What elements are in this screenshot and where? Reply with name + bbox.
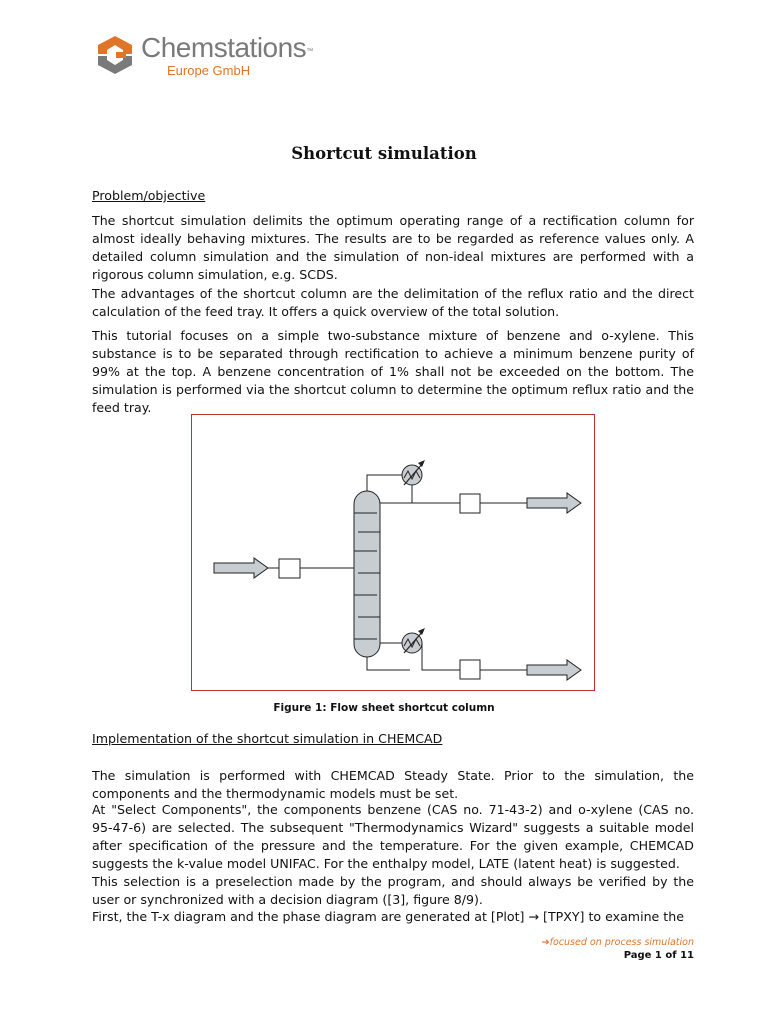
paragraph-components: At "Select Components", the components benzene (CAS no. 71-43-2) and o-xylene (CAS no. 95-47-6) are selected. The subsequent "Thermodynamics Wizard" suggests a suitable model after specification of the pressure and the temperature. For the given example, CHEMCAD suggests the k-value model UNIFAC. For the enthalpy model, LATE (latent heat) is suggested. [92, 802, 694, 872]
flow-sheet-diagram [192, 415, 594, 690]
figure-caption: Figure 1: Flow sheet shortcut column [273, 702, 495, 714]
paragraph-preselection: This selection is a preselection made by the program, and should always be verified by the user or synchronized with a decision diagram ([3], figure 8/9). [92, 874, 694, 908]
page-title: Shortcut simulation [291, 144, 477, 163]
logo-subtitle: Europe GmbH [167, 63, 251, 78]
paragraph-simulation: The simulation is performed with CHEMCAD Steady State. Prior to the simulation, the components and the thermodynamic models must be set. [92, 768, 694, 802]
chemstations-logo-mark-icon [96, 35, 134, 75]
logo-name: Chemstations [141, 32, 307, 63]
chemstations-logo [96, 33, 336, 83]
condenser-icon [402, 460, 425, 485]
bottoms-stream-box [460, 660, 480, 679]
shortcut-column [354, 491, 380, 657]
feed-stream-arrow [214, 558, 268, 578]
section-heading-implementation: Implementation of the shortcut simulation in CHEMCAD [92, 731, 443, 746]
section-heading-problem: Problem/objective [92, 188, 206, 203]
feed-stream-box [279, 559, 300, 578]
distillate-product-arrow [527, 493, 581, 513]
logo-trademark: ™ [306, 48, 313, 55]
paragraph-plot: First, the T-x diagram and the phase diagram are generated at [Plot] → [TPXY] to examine the [92, 909, 684, 924]
footer-tagline: ➔focused on process simulation [541, 937, 694, 948]
page-number: Page 1 of 11 [623, 950, 694, 961]
paragraph-intro: The shortcut simulation delimits the optimum operating range of a rectification column for almost ideally behaving mixtures. The results are to be regarded as reference values only. A detailed column simulation and the simulation of non-ideal mixtures are performed with a rigorous column simulation, e.g. SCDS. [92, 213, 694, 283]
paragraph-tutorial: This tutorial focuses on a simple two-substance mixture of benzene and o-xylene. This substance is to be separated through rectification to achieve a minimum benzene purity of 99% at the top. A benzene concentration of 1% shall not be exceeded on the bottom. The simulation is performed via the shortcut column to determine the optimum reflux ratio and the feed tray. [92, 328, 694, 416]
paragraph-advantages: The advantages of the shortcut column are the delimitation of the reflux ratio and the direct calculation of the feed tray. It offers a quick overview of the total solution. [92, 286, 694, 320]
distillate-stream-box [460, 494, 480, 513]
flow-sheet-figure [191, 414, 595, 691]
bottoms-product-arrow [527, 660, 581, 680]
